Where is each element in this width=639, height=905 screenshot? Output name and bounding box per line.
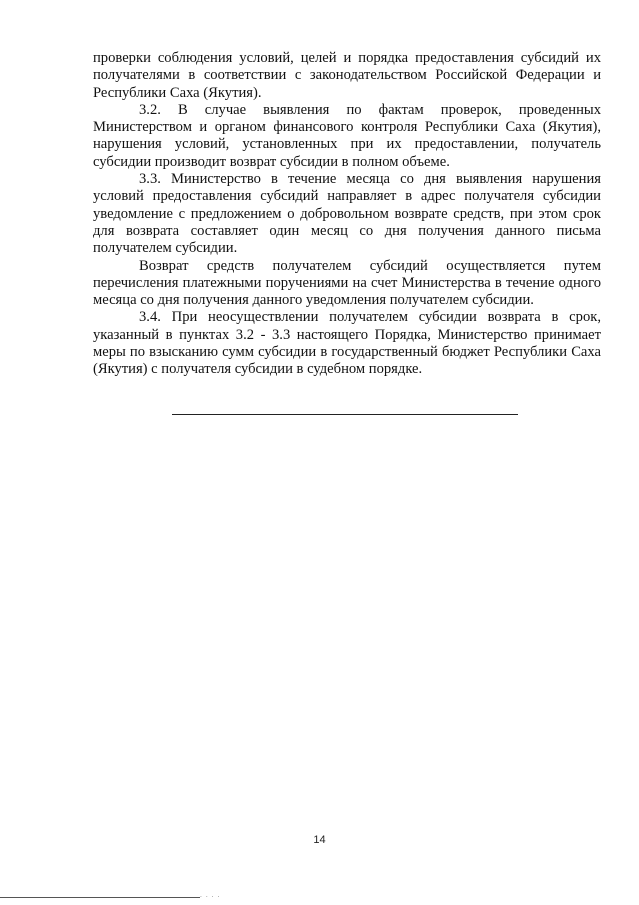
scan-artifact-line: [0, 897, 200, 898]
paragraph-3-4: 3.4. При неосуществлении получателем субсидии возврата в срок, указанный в пунктах 3.2 - 3.3 настоящего Порядка, Министерство принимает меры по взысканию сумм субсидии в государственный бюджет Республики Саха (Якутия) с получателя субсидии в судебном порядке.: [93, 309, 601, 378]
paragraph-continuation: проверки соблюдения условий, целей и порядка предоставления субсидий их получателями в соответствии с законодательством Российской Федерации и Республики Саха (Якутия).: [93, 50, 601, 101]
document-body: [93, 50, 601, 379]
paragraph-3-2: 3.2. В случае выявления по фактам проверок, проведенных Министерством и органом финансового контроля Республики Саха (Якутия), нарушения условий, установленных при их предоставлении, получатель субсидии производит возврат субсидии в полном объеме.: [93, 101, 601, 170]
paragraph-3-3: 3.3. Министерство в течение месяца со дня выявления нарушения условий предоставления субсидий направляет в адрес получателя субсидии уведомление с предложением о добровольном возврате средств, при этом срок для возврата составляет один месяц со дня получения данного письма получателем субсидии.: [93, 171, 601, 257]
end-of-text-rule: [172, 414, 518, 415]
scan-artifact-marks: · · · ·: [200, 894, 221, 901]
paragraph-return-of-funds: Возврат средств получателем субсидий осуществляется путем перечисления платежными поручениями на счет Министерства в течение одного месяца со дня получения данного уведомления получателем субсидии.: [93, 257, 601, 309]
page-number: 14: [313, 834, 326, 846]
